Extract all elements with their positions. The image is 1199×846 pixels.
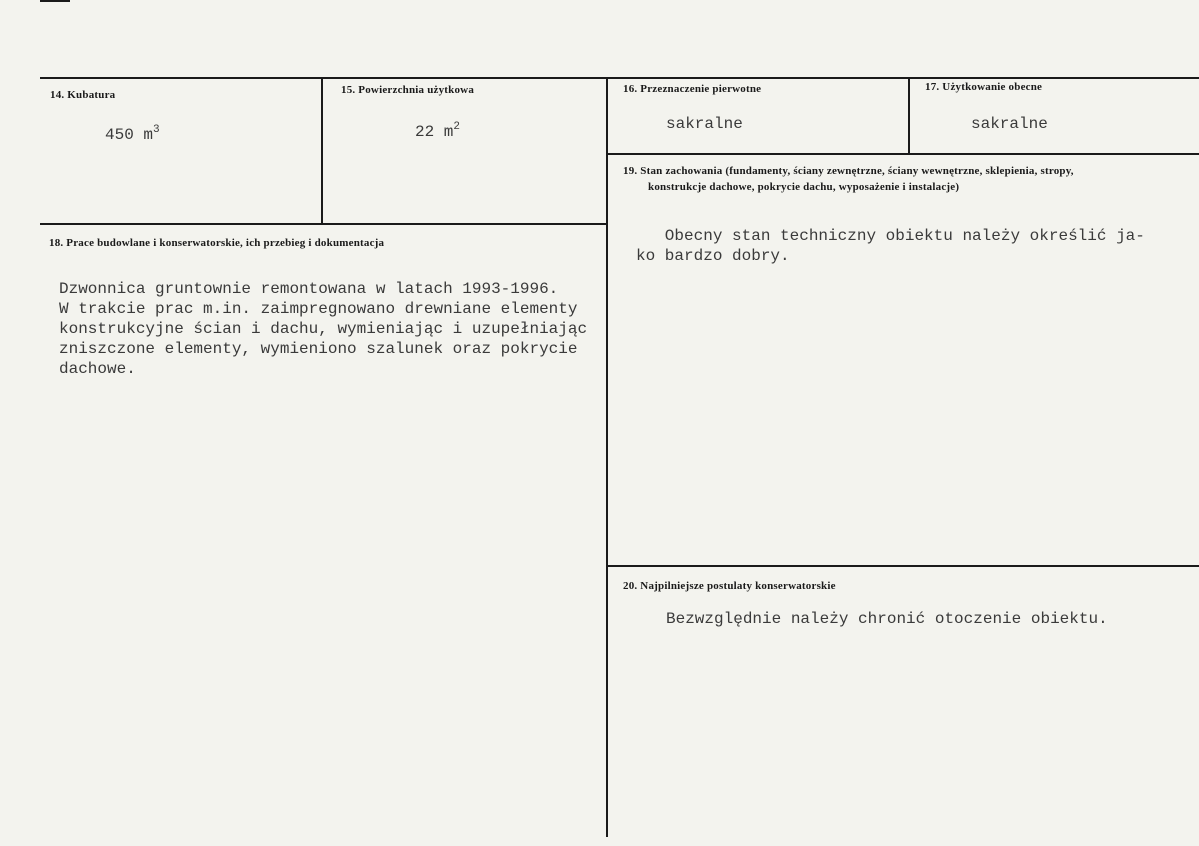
powierzchnia-exponent: 2 <box>453 121 461 133</box>
kubatura-exponent: 3 <box>153 124 160 136</box>
prace-text <box>59 279 587 379</box>
top-edge-mark <box>40 0 70 2</box>
stan-label-line1: 19. Stan zachowania (fundamenty, ściany zewnętrzne, ściany wewnętrzne, sklepienia, stropy, <box>623 165 1074 177</box>
stan-line: ko bardzo dobry. <box>636 247 790 265</box>
prace-label: 18. Prace budowlane i konserwatorskie, ich przebieg i dokumentacja <box>49 237 385 249</box>
prace-line: zniszczone elementy, wymieniono szalunek oraz pokrycie <box>59 340 578 358</box>
divider-left-right <box>606 77 608 837</box>
top-rule <box>40 77 1199 79</box>
prace-line: Dzwonnica gruntownie remontowana w latach 1993-1996. <box>59 280 559 298</box>
uzytkowanie-label: 17. Użytkowanie obecne <box>925 81 1043 93</box>
prace-line: W trakcie prac m.in. zaimpregnowano drewniane elementy <box>59 300 578 318</box>
postulaty-label: 20. Najpilniejsze postulaty konserwatorskie <box>623 580 836 592</box>
stan-line: Obecny stan techniczny obiektu należy określić ja- <box>636 227 1145 245</box>
prace-line: konstrukcyjne ścian i dachu, wymieniając i uzupełniając <box>59 320 588 338</box>
divider-16-17 <box>908 77 910 155</box>
kubatura-value: 450 $m^3$ <box>105 124 160 144</box>
postulaty-value: Bezwzględnie należy chronić otoczenie obiektu. <box>666 610 1108 628</box>
stan-text <box>636 226 1145 266</box>
powierzchnia-label: 15. Powierzchnia użytkowa <box>341 84 475 96</box>
uzytkowanie-value: sakralne <box>971 115 1048 133</box>
divider-14-15 <box>321 77 323 225</box>
przeznaczenie-label: 16. Przeznaczenie pierwotne <box>623 83 762 95</box>
rule-below-14-15 <box>40 223 608 225</box>
rule-below-16-17 <box>606 153 1199 155</box>
stan-label-line2: konstrukcje dachowe, pokrycie dachu, wyposażenie i instalacje) <box>648 181 960 193</box>
powierzchnia-value: 22 $m^2$ <box>415 121 461 141</box>
rule-above-20 <box>606 565 1199 567</box>
kubatura-label: 14. Kubatura <box>50 89 116 101</box>
przeznaczenie-value: sakralne <box>666 115 743 133</box>
prace-line: dachowe. <box>59 360 136 378</box>
